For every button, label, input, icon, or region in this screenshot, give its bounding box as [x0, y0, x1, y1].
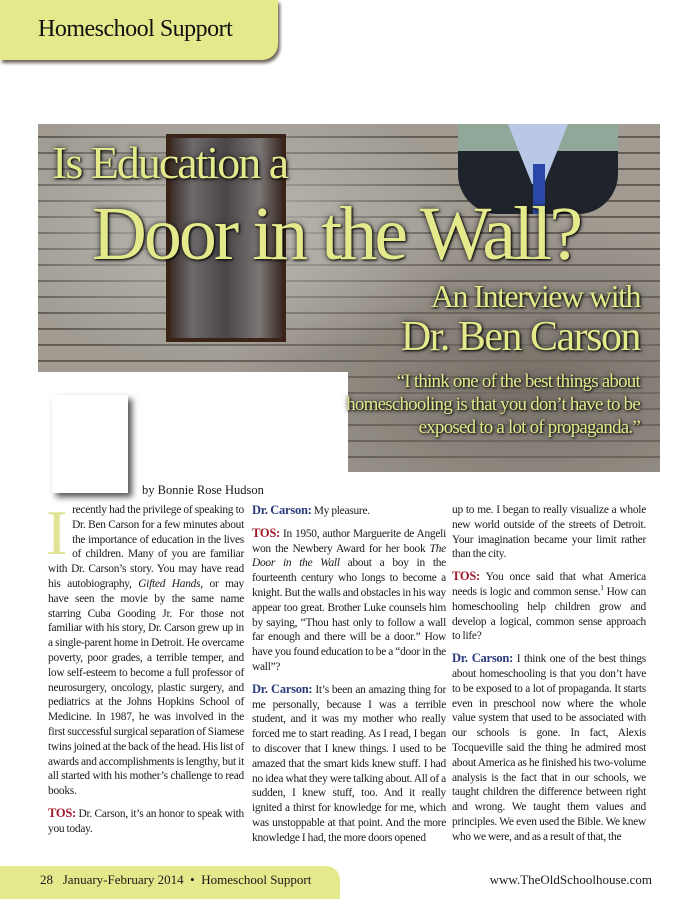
question-2-rest: about a boy in the fourteenth century who longs to become a knight. But the walls and obstacles in his way appear too great. Brother Luke counsels him by saying, “Thou hast only to follow a wall far enough and there will be a door.” How have you found education to be a “door in the wall”? — [252, 557, 446, 673]
answer-2: It’s been an amazing thing for me personally, because I was a terrible student, and it was my mother who really forced me to start reading. As I read, I began to discover that I knew things. I used to be amazed that the smart kids knew stuff. I had no idea what they were talking about. All of a sudden, I knew stuff, too. And it really ignited a thirst for knowledge for me, which was unstoppable at that point. And the more knowledge I had, the more doors opened — [252, 683, 446, 844]
question-2: In 1950, author Marguerite de Angeli won the Newbery Award for her book — [252, 527, 446, 555]
tos-label: TOS: — [452, 569, 480, 584]
question-1: Dr. Carson, it’s an honor to speak with you today. — [48, 807, 244, 835]
carson-label: Dr. Carson: — [252, 681, 313, 696]
footer-bar — [0, 866, 340, 899]
carson-label: Dr. Carson: — [252, 503, 312, 517]
carson-label: Dr. Carson: — [452, 651, 514, 666]
book-title: The Door in the Wall — [252, 542, 446, 570]
article-column-3 — [452, 503, 646, 852]
pull-quote: “I think one of the best things about homeschooling is that you don’t have to be exposed to a lot of propaganda.” — [346, 371, 640, 438]
subtitle-line-1: An Interview with — [430, 278, 640, 314]
question-3-rest: How can homeschooling help children grow and develop a logical, common sense approach to life? — [452, 585, 647, 643]
book-title: Gifted Hands — [138, 577, 201, 590]
tos-label: TOS: — [252, 525, 280, 540]
author-photo — [52, 395, 128, 493]
section-tab-label: Homeschool Support — [38, 16, 233, 42]
intro-text-rest: , or may have seen the movie by the same name starring Cuba Gooding Jr. For those not familiar with his story, Dr. Carson grew up in a single-parent home in Detroit. He overcame poverty, poor grades, a terrible temper, and low self-esteem to become a full professor of neurosurgery, oncology, plastic surgery, and pediatrics at the Johns Hopkins School of Medicine. In 1987, he was involved in the first successful surgical separation of Siamese twins joined at the back of the head. His list of awards and accomplishments is lengthy, but it all started with his mother’s challenge to read books. — [48, 577, 245, 798]
article-column-1 — [46, 497, 245, 844]
question-3: You once said that what America needs is logic and common sense. — [452, 571, 646, 598]
footer-url[interactable]: www.TheOldSchoolhouse.com — [489, 872, 652, 887]
subtitle-line-2: Dr. Ben Carson — [400, 314, 640, 360]
title-line-2: Door in the Wall? — [92, 192, 581, 276]
footer-page-info: 28 January-February 2014 • Homeschool Support — [40, 872, 312, 887]
section-tab — [0, 0, 278, 60]
footnote-marker[interactable]: 1 — [600, 584, 604, 593]
article-column-2 — [252, 503, 446, 853]
drop-cap: I — [46, 497, 68, 568]
intro-text: recently had the privilege of speaking to Dr. Ben Carson for a few minutes about the importance of education in the lives of children. Many of you are familiar with Dr. Carson’s story. You may have read his autobiography, — [48, 504, 244, 590]
tos-label: TOS: — [48, 805, 76, 820]
answer-3: I think one of the best things about homeschooling is that you don’t have to be exposed to a lot of propaganda. It starts even in preschool now where the whole value system that used to be associated with our schools is gone. In fact, Alexis Tocqueville said the thing he admired most about America as he finished his two-volume analysis is the fact that in our schools, we taught children the difference between right and wrong. We taught them values and principles. We even used the Bible. We knew who we were, and as a result of that, the — [452, 653, 646, 843]
title-line-1: Is Education a — [52, 137, 288, 188]
answer-2-continued: up to me. I began to really visualize a whole new world outside of the streets of Detroit. Your imagination became your limit rather than the city. — [452, 504, 646, 561]
byline: by Bonnie Rose Hudson — [142, 483, 264, 497]
answer-1: My pleasure. — [313, 505, 370, 517]
